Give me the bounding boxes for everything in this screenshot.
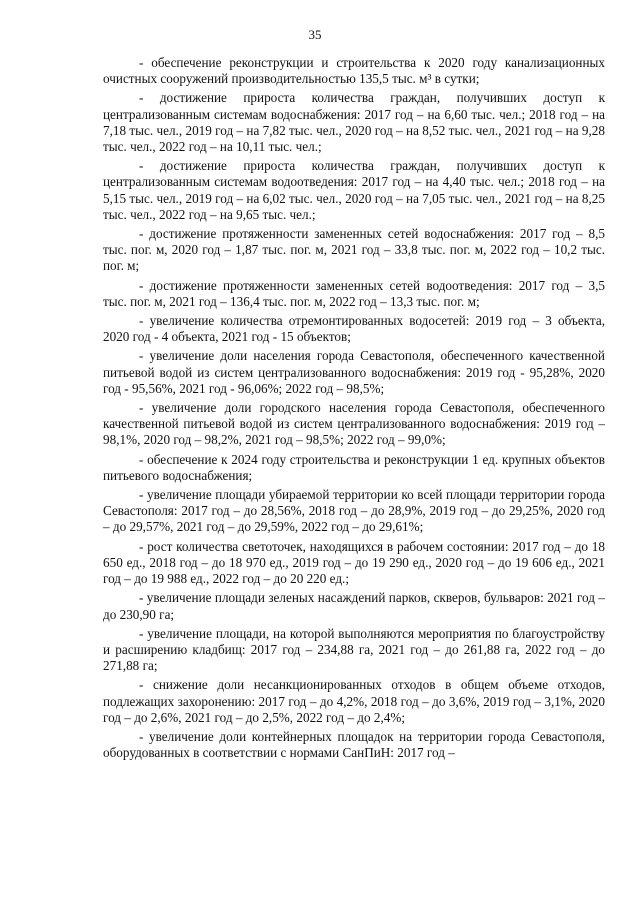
paragraph: - снижение доли несанкционированных отходов в общем объеме отходов, подлежащих захоронению: 2017 год – до 4,2%, 2018 год – до 3,6%, 2019 год – 3,1%, 2020 год – до 2,6%, 2021 год – до 2,5%, 2022 год – до 2,4%;	[103, 677, 605, 725]
paragraph: - увеличение площади зеленых насаждений парков, скверов, бульваров: 2021 год – до 230,90 га;	[103, 590, 605, 622]
paragraph: - увеличение доли контейнерных площадок на территории города Севастополя, оборудованных в соответствии с нормами СанПиН: 2017 год –	[103, 728, 605, 761]
paragraph: - достижение протяженности замененных сетей водоотведения: 2017 год – 3,5 тыс. пог. м, 2021 год – 136,4 тыс. пог. м, 2022 год – 13,3 тыс. пог. м;	[103, 277, 605, 309]
paragraph: - рост количества светоточек, находящихся в рабочем состоянии: 2017 год – до 18 650 ед., 2018 год – до 18 970 ед., 2019 год – до 19 290 ед., 2020 год – до 19 606 ед., 2021 год – до 19 988 ед., 2022 год – до 20 220 ед.;	[103, 538, 605, 587]
page-number: 35	[308, 27, 322, 42]
paragraph: - обеспечение к 2024 году строительства и реконструкции 1 ед. крупных объектов питьевого водоснабжения;	[103, 451, 605, 483]
paragraph: - достижение прироста количества граждан, получивших доступ к централизованным системам водоснабжения: 2017 год – на 6,60 тыс. чел.; 2018 год – на 7,18 тыс. чел., 2019 год – на 7,82 тыс. чел., 2020 год – на 8,52 тыс. чел., 2021 год – на 9,28 тыс. чел., 2022 год – на 10,11 тыс. чел.;	[103, 90, 605, 155]
paragraph: - обеспечение реконструкции и строительства к 2020 году канализационных очистных сооружений производительностью 135,5 тыс. м³ в сутки;	[103, 55, 605, 87]
paragraph: - увеличение доли городского населения города Севастополя, обеспеченного качественной питьевой водой из систем централизованного водоснабжения: 2019 год – 98,1%, 2020 год – 98,2%, 2021 год – 98,5%; 2022 год – 99,0%;	[103, 400, 605, 448]
paragraph: - увеличение количества отремонтированных водосетей: 2019 год – 3 объекта, 2020 год - 4 объекта, 2021 год - 15 объектов;	[103, 313, 605, 345]
document-body	[103, 55, 605, 764]
paragraph: - достижение протяженности замененных сетей водоснабжения: 2017 год – 8,5 тыс. пог. м, 2020 год – 1,87 тыс. пог. м, 2021 год – 33,8 тыс. пог. м, 2022 год – 10,2 тыс. пог. м;	[103, 226, 605, 274]
paragraph: - увеличение площади, на которой выполняются мероприятия по благоустройству и расширению кладбищ: 2017 год – 234,88 га, 2021 год – до 261,88 га, 2022 год – до 271,88 га;	[103, 625, 605, 674]
paragraph: - увеличение площади убираемой территории ко всей площади территории города Севастополя: 2017 год – до 28,56%, 2018 год – до 28,9%, 2019 год – до 29,25%, 2020 год – до 29,57%, 2021 год – до 29,59%, 2022 год – до 29,61%;	[103, 487, 605, 535]
paragraph: - достижение прироста количества граждан, получивших доступ к централизованным системам водоотведения: 2017 год – на 4,40 тыс. чел.; 2018 год – на 5,15 тыс. чел., 2019 год – на 6,02 тыс. чел., 2020 год – на 7,05 тыс. чел., 2021 год – на 8,25 тыс. чел., 2022 год – на 9,65 тыс. чел.;	[103, 158, 605, 222]
paragraph: - увеличение доли населения города Севастополя, обеспеченного качественной питьевой водой из систем централизованного водоснабжения: 2019 год - 95,28%, 2020 год - 95,56%, 2021 год - 96,06%; 2022 год – 98,5%;	[103, 348, 605, 396]
